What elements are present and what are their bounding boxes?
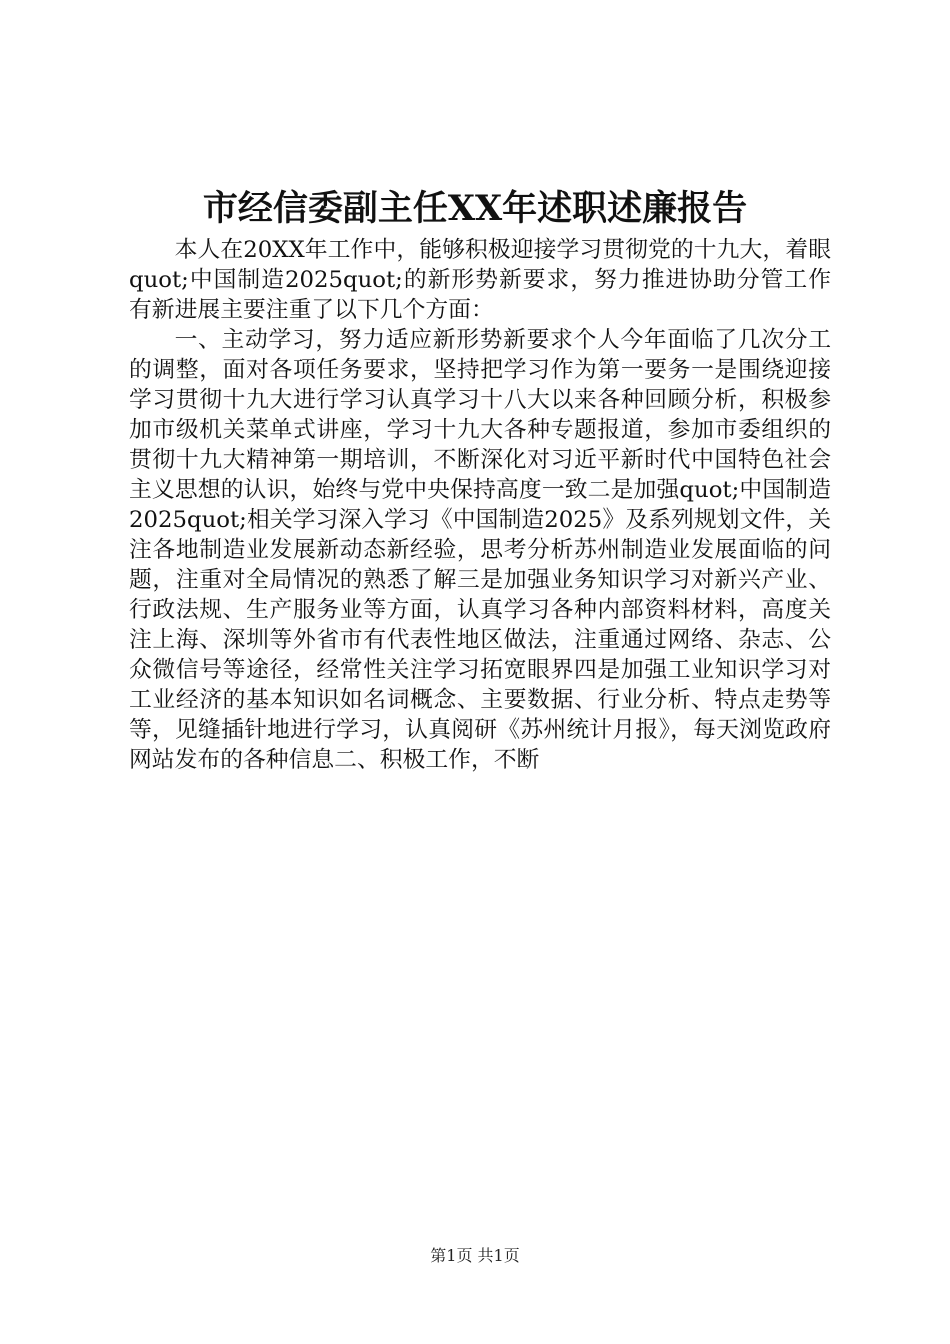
document-title: 市经信委副主任XX年述职述廉报告 [202, 188, 748, 229]
paragraph-section-one: 一、主动学习，努力适应新形势新要求个人今年面临了几次分工的调整，面对各项任务要求，坚持把学习作为第一要务一是围绕迎接学习贯彻十九大进行学习认真学习十八大以来各种回顾分析，积极参加市级机关菜单式讲座，学习十九大各种专题报道，参加市委组织的贯彻十九大精神第一期培训，不断深化对习近平新时代中国特色社会主义思想的认识，始终与党中央保持高度一致二是加强quot;中国制造2025quot;相关学习深入学习《中国制造2025》及系列规划文件，关注各地制造业发展新动态新经验，思考分析苏州制造业发展面临的问题，注重对全局情况的熟悉了解三是加强业务知识学习对新兴产业、行政法规、生产服务业等方面，认真学习各种内部资料材料，高度关注上海、深圳等外省市有代表性地区做法，注重通过网络、杂志、公众微信号等途径，经常性关注学习拓宽眼界四是加强工业知识学习对工业经济的基本知识如名词概念、主要数据、行业分析、特点走势等等，见缝插针地进行学习，认真阅研《苏州统计月报》，每天浏览政府网站发布的各种信息二、积极工作，不断 [129, 327, 831, 773]
document-body [129, 235, 831, 775]
paragraph-intro: 本人在20XX年工作中，能够积极迎接学习贯彻党的十九大，着眼quot;中国制造2025quot;的新形势新要求，努力推进协助分管工作有新进展主要注重了以下几个方面： [129, 237, 831, 323]
page-number-footer: 第1页 共1页 [430, 1246, 520, 1265]
